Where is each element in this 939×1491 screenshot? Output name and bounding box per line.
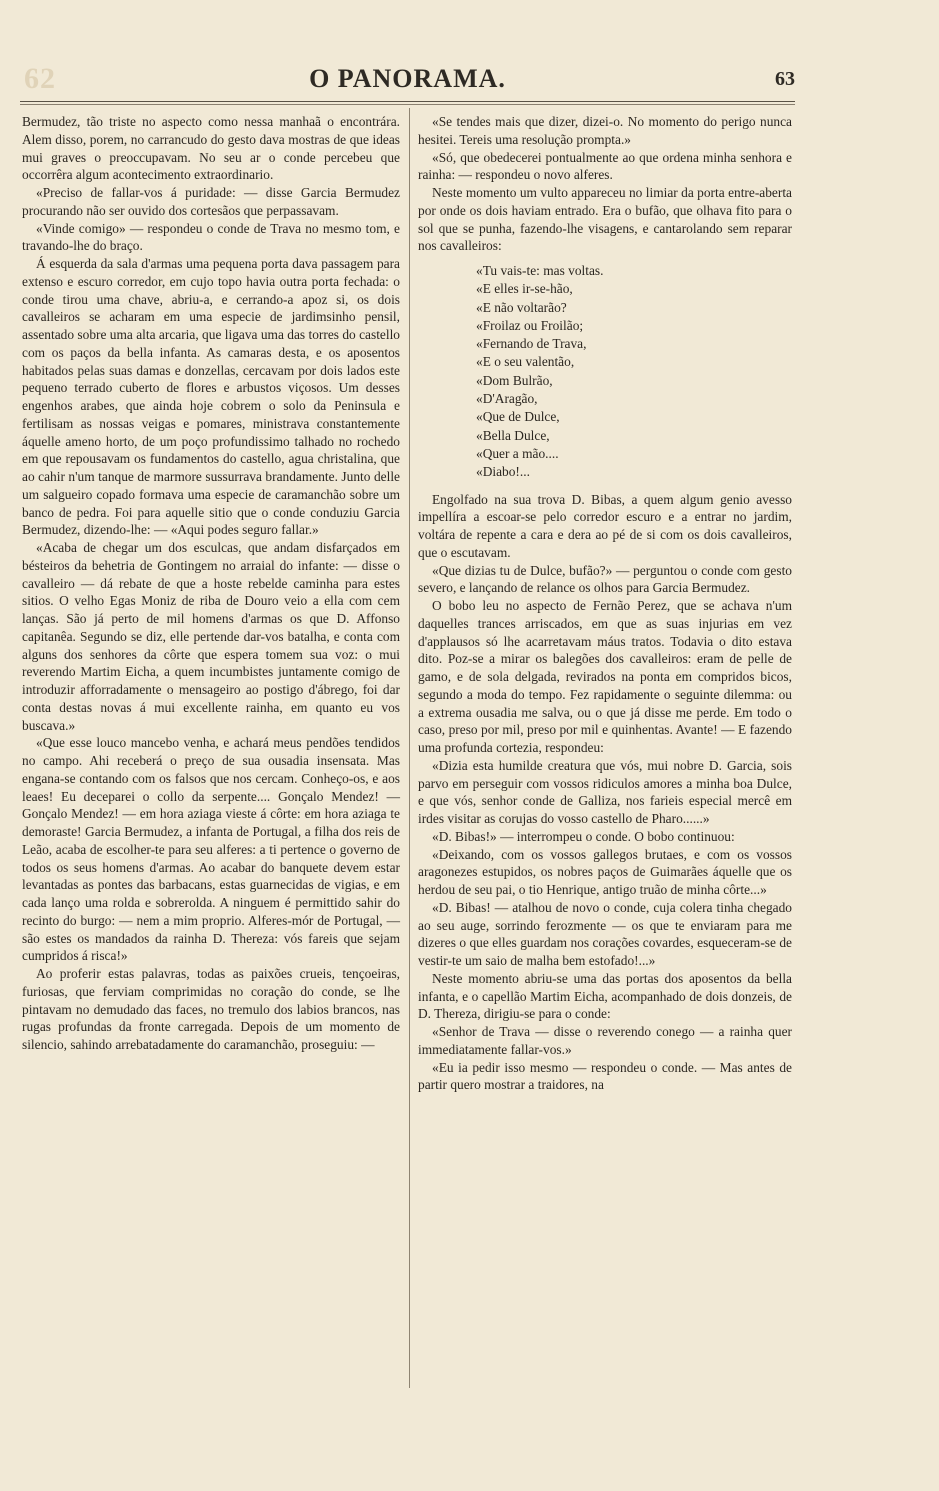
verse-line: «E elles ir-se-hão,: [476, 281, 573, 297]
publication-title: O PANORAMA.: [309, 64, 506, 93]
paragraph: «Só, que obedecerei pontualmente ao que ordena minha senhora e rainha: — respondeu o novo alferes.: [418, 149, 792, 183]
verse-line: «Dom Bulrão,: [476, 372, 553, 388]
verse-line: «D'Aragão,: [476, 391, 538, 407]
header-rule: [20, 101, 795, 102]
paragraph: O bobo leu no aspecto de Fernão Perez, que se achava n'um daquelles trances arriscados, em que as suas injurias em vez d'applausos só lhe acarretavam máus tratos. Todavia o dito estava dito. Poz-se a mirar os balegões dos cavalleiros: eram de pelle de gamo, e de sola delgada, revirados na ponta em compridos bicos, segundo a moda do tempo. Fez rapidamente o seguinte dilemma: ou a extrema ousadia me salva, ou o que já disse me perde. Em todo o caso, preso por mil, preso por mil e quinhentas. Avante! — E fazendo uma profunda cortezia, respondeu:: [418, 598, 792, 756]
left-column: [22, 113, 400, 1054]
paragraph: «Vinde comigo» — respondeu o conde de Trava no mesmo tom, e travando-lhe do braço.: [22, 220, 400, 254]
paragraph: «Dizia esta humilde creatura que vós, mui nobre D. Garcia, sois parvo em perseguir com vossos ridiculos amores a minha boa Dulce, e que vós, senhor conde de Galliza, nos farieis especial mercê em irdes visitar as corujas do vosso castello de Pharo......»: [418, 757, 792, 827]
paragraph: «Se tendes mais que dizer, dizei-o. No momento do perigo nunca hesitei. Tereis uma resolução prompta.»: [418, 114, 792, 147]
right-column: [418, 113, 792, 1094]
page-number: 63: [775, 68, 795, 90]
verse-line: «Bella Dulce,: [476, 427, 550, 443]
jester-song-verse: [476, 262, 792, 482]
paragraph: Engolfado na sua trova D. Bibas, a quem algum genio avesso impellíra a escoar-se pelo corredor escuro e a entrar no jardim, voltára de repente a cara e dera ao pé de si com os dois cavalleiros, que o escutavam.: [418, 491, 792, 560]
verse-line: «Que de Dulce,: [476, 409, 560, 425]
verse-line: «Quer a mão....: [476, 445, 559, 461]
verse-line: «E não voltarão?: [476, 299, 567, 315]
verse-line: «Froilaz ou Froilão;: [476, 317, 584, 333]
paragraph: «Eu ia pedir isso mesmo — respondeu o conde. — Mas antes de partir quero mostrar a traidores, na: [418, 1059, 792, 1093]
paragraph: «Preciso de fallar-vos á puridade: — disse Garcia Bermudez procurando não ser ouvido dos cortesãos que perpassavam.: [22, 185, 400, 218]
verse-line: «Diabo!...: [476, 464, 530, 480]
paragraph: Á esquerda da sala d'armas uma pequena porta dava passagem para extenso e escuro corredor, em cujo topo havia outra porta fechada: o conde tirou uma chave, abriu-a, e cerrando-a apoz si, os dois cavalleiros se acharam em uma especie de jardimsinho pensil, assentado sobre uma alta arcaria, que ligava uma das torres do castello com os paços da bella infanta. As camaras desta, e os aposentos habitados pelas suas damas e donzellas, cercavam por dois lados este pequeno terrado cuberto de flores e arbustos viçosos. Um desses engenhos arabes, que ainda hoje cobrem o solo da Peninsula e fertilisam as nossas veigas e pomares, ministrava constantemente áquelle ameno horto, de um poço profundissimo talhado no rochedo em que repousavam os fundamentos do castello, agua christalina, que ao cahir n'um tanque de marmore sussurrava brandamente. Junto delle um salgueiro copado formava uma especie de caramanchão sobre um banco de pedra. Foi para aquelle sitio que o conde conduziu Garcia Bermudez, dizendo-lhe: — «Aqui podes seguro fallar.»: [22, 256, 400, 538]
paragraph: «Senhor de Trava — disse o reverendo conego — a rainha quer immediatamente fallar-vos.»: [418, 1024, 792, 1057]
bleed-through-page-number: 62: [24, 62, 56, 95]
paragraph: «Deixando, com os vossos gallegos brutaes, e com os vossos aragonezes estupidos, os nobres paços de Guimarães áquelle que os herdou de seu pai, o tio Henrique, antigo truão de minha côrte...»: [418, 846, 792, 898]
paragraph: «D. Bibas! — atalhou de novo o conde, cuja colera tinha chegado ao seu auge, sorrindo ferozmente — os que te enviaram para me dizeres o que elles guardam nos corações covardes, esqueceram-se de vestir-te um saio de malha bem estofado!...»: [418, 899, 792, 969]
column-divider: [409, 108, 410, 1388]
paragraph: «Que esse louco mancebo venha, e achará meus pendões tendidos no campo. Ahi receberá o preço de sua ousadia insensata. Mas engana-se contando com os falsos que nos cercam. Conheço-os, e aos leaes! Eu deceparei o collo da serpente.... Gonçalo Mendez! — Gonçalo Mendez! — em hora aziaga vieste á côrte: em hora aziaga te demoraste! Garcia Bermudez, a infanta de Portugal, a filha dos reis de Leão, acaba de escolher-te para seu alferes: a ti pertence o governo de todos os seus homens d'armas. Ao acabar do banquete devem estar levantadas as pontes das barbacans, estas guarnecidas de vigias, e em cada lanço uma rolda e sobrerolda. A ninguem é permittido sahir do recinto do burgo: — nem a mim proprio. Alferes-mór de Portugal, — são estes os mandados da rainha D. Thereza: vós fareis que sejam cumpridos á risca!»: [22, 735, 400, 964]
page-header: [20, 60, 795, 96]
paragraph: «Que dizias tu de Dulce, bufão?» — perguntou o conde com gesto severo, e lançando de relance os olhos para Garcia Bermudez.: [418, 562, 792, 596]
paragraph: Ao proferir estas palavras, todas as paixões crueis, tençoeiras, furiosas, que ferviam comprimidas no coração do conde, se lhe pintavam no demudado das faces, no tremulo dos labios brancos, nas rugas profundas da fronte carregada. Depois de um momento de silencio, sahindo arrebatadamente do caramanchão, proseguiu: —: [22, 966, 400, 1052]
verse-line: «Fernando de Trava,: [476, 336, 587, 352]
paragraph: Neste momento abriu-se uma das portas dos aposentos da bella infanta, e o capellão Martim Eicha, acompanhado de dois donzeis, de D. Thereza, dirigiu-se para o conde:: [418, 970, 792, 1022]
verse-line: «Tu vais-te: mas voltas.: [476, 263, 604, 278]
paragraph: «Acaba de chegar um dos esculcas, que andam disfarçados em bésteiros da behetria de Gontingem no arraial do infante: — disse o cavalleiro — dá rebate de que a hoste rebelde caminha para estes sitios. O velho Egas Moniz de riba de Douro veio a ella com cem lanças. São já perto de mil homens d'armas os que D. Affonso capitanêa. Segundo se diz, elle pertende dar-vos batalha, e conta com alguns dos senhores da côrte que espera tomem sua voz: o mui reverendo Martim Eicha, a quem incumbistes juntamente comigo de introduzir afforradamente o mensageiro ao postigo d'ábrego, foi dar conta destas novas á mui excellente rainha, em quanto eu vos buscava.»: [22, 540, 400, 733]
paragraph: Neste momento um vulto appareceu no limiar da porta entre-aberta por onde os dois haviam entrado. Era o bufão, que olhava fito para o sol que se punha, fazendo-lhe visagens, e cantarolando sem reparar nos cavalleiros:: [418, 185, 792, 254]
paragraph: «D. Bibas!» — interrompeu o conde. O bobo continuou:: [432, 828, 735, 844]
verse-line: «E o seu valentão,: [476, 354, 575, 370]
paragraph: Bermudez, tão triste no aspecto como nessa manhaã o encontrára. Alem disso, porem, no carrancudo do gesto dava mostras de que ideas mui graves o preoccupavam. No seu ar o conde percebeu que occorrêra algum acontecimento extraordinario.: [22, 114, 400, 183]
header-rule-secondary: [20, 104, 795, 105]
